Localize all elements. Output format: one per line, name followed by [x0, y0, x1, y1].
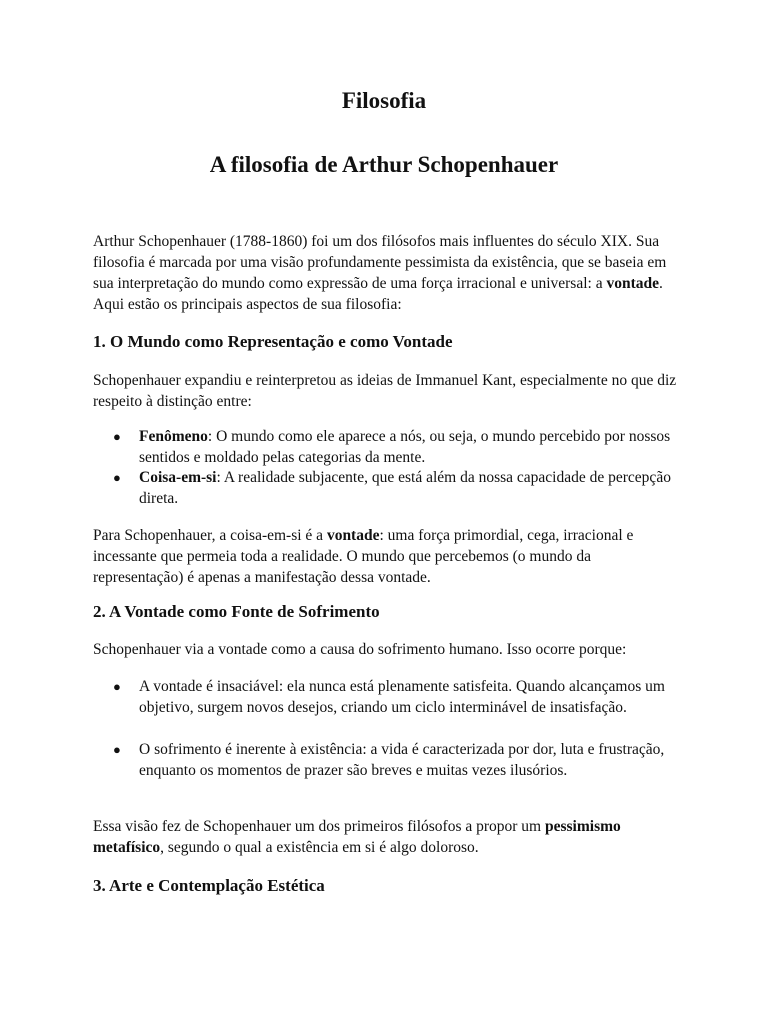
section-1-heading: 1. O Mundo como Representação e como Vontade — [93, 332, 453, 351]
section-1-paragraph: Schopenhauer expandiu e reinterpretou as ideias de Immanuel Kant, especialmente no que diz respeito à distinção entre: — [93, 372, 677, 410]
section-1-closing-paragraph: Para Schopenhauer, a coisa-em-si é a vontade: uma força primordial, cega, irracional e incessante que permeia toda a realidade. O mundo que percebemos (o mundo da representação) é apenas a manifestação dessa vontade. — [93, 527, 634, 586]
section-3-heading: 3. Arte e Contemplação Estética — [93, 876, 325, 895]
bullet-icon: ● — [113, 470, 121, 485]
bullet-icon: ● — [113, 742, 121, 757]
document-page: Filosofia A filosofia de Arthur Schopenhauer Arthur Schopenhauer (1788-1860) foi um dos filósofos mais influentes do século XIX. Sua filosofia é marcada por uma visão profundamente pessimista da existência, que se baseia em sua interpretação do mundo como expressão de uma força irracional e universal: a vontade. Aqui estão os principais aspectos de sua filosofia: 1. O Mundo como Representação e como Vontade Schopenhauer expandiu e reinterpretou as ideias de Immanuel Kant, especialmente no que diz respeito à distinção entre: ● Fenômeno: O mundo como ele aparece a nós, ou seja, o mundo percebido por nossos sentidos e moldado pelas categorias da mente. ● Coisa-em-si: A realidade subjacente, que está além da nossa capacidade de percepção direta. Para Schopenhauer, a coisa-em-si é a vontade: uma força primordial, cega, irracional e incessante que permeia toda a realidade. O mundo que percebemos (o mundo da representação) é apenas a manifestação dessa vontade. 2. A Vontade como Fonte de Sofrimento Schopenhauer via a vontade como a causa do sofrimento humano. Isso ocorre porque: ● A vontade é insaciável: ela nunca está plenamente satisfeita. Quando alcançamos um objetivo, surgem novos desejos, criando um ciclo interminável de insatisfação. ● O sofrimento é inerente à existência: a vida é caracterizada por dor, luta e frustração, enquanto os momentos de prazer são breves e muitas vezes ilusórios. Essa visão fez de Schopenhauer um dos primeiros filósofos a propor um pessimismo metafísico, segundo o qual a existência em si é algo doloroso. 3. Arte e Contemplação Estética — [0, 0, 768, 1024]
section-2-paragraph: Schopenhauer via a vontade como a causa do sofrimento humano. Isso ocorre porque: — [93, 641, 627, 658]
section-2-closing-paragraph: Essa visão fez de Schopenhauer um dos primeiros filósofos a propor um pessimismo metafísico, segundo o qual a existência em si é algo doloroso. — [93, 818, 621, 856]
document-subtitle: A filosofia de Arthur Schopenhauer — [209, 152, 559, 177]
section-2-heading: 2. A Vontade como Fonte de Sofrimento — [93, 602, 380, 621]
intro-paragraph: Arthur Schopenhauer (1788-1860) foi um dos filósofos mais influentes do século XIX. Sua filosofia é marcada por uma visão profundamente pessimista da existência, que se baseia em sua interpretação do mundo como expressão de uma força irracional e universal: a vontade. Aqui estão os principais aspectos de sua filosofia: — [93, 233, 667, 313]
bullet-icon: ● — [113, 679, 121, 694]
bullet-icon: ● — [113, 429, 121, 444]
document-title: Filosofia — [341, 88, 427, 113]
